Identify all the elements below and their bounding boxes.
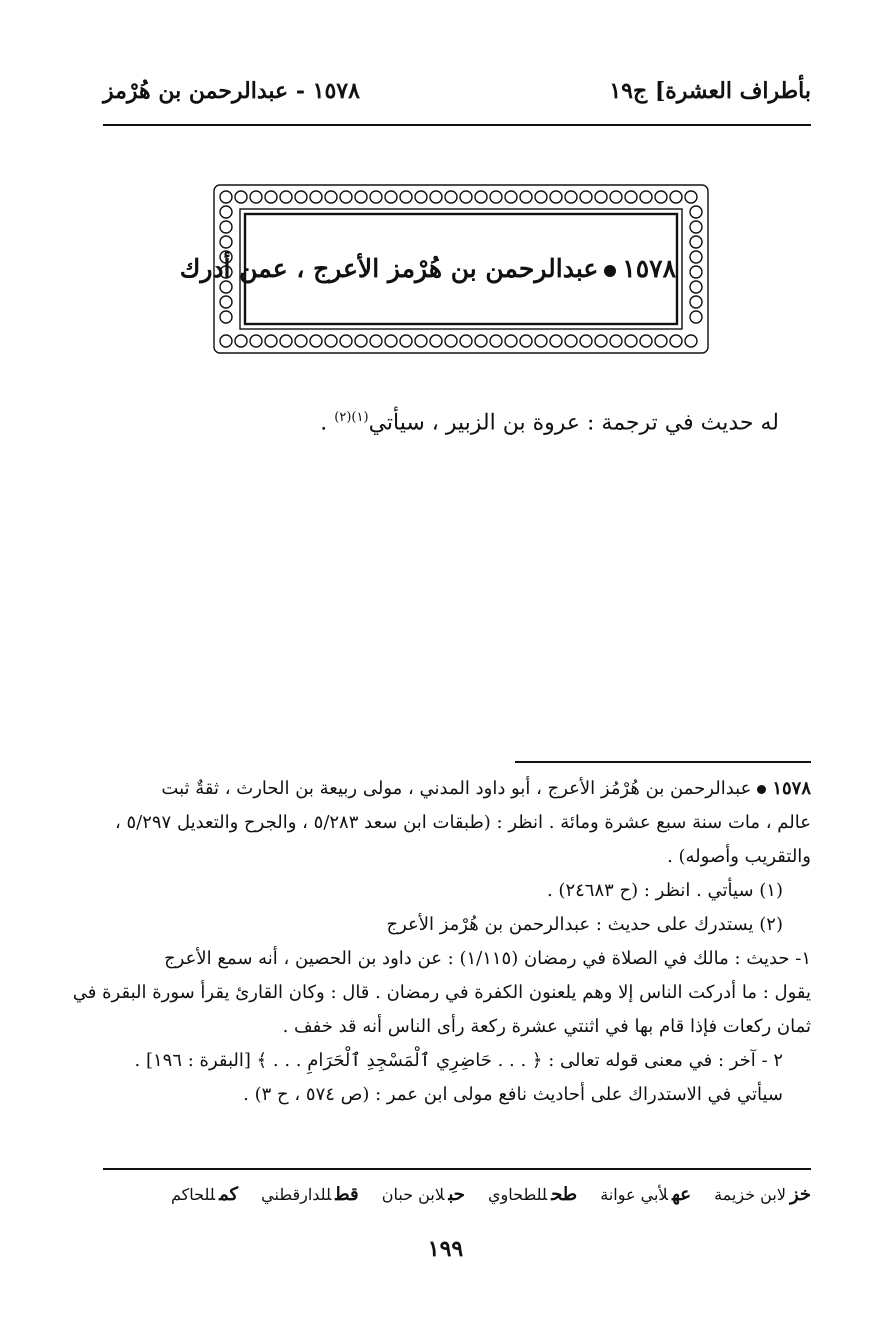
footnote-rule <box>515 761 811 763</box>
footnote-refs: (١)(٢) <box>334 410 369 425</box>
header-rule <box>103 124 811 126</box>
ornament-loop <box>220 311 232 323</box>
ornament-loop <box>690 266 702 278</box>
ornament-loop <box>280 191 292 203</box>
sigla-code: حب <box>448 1184 465 1205</box>
ornament-loop <box>340 335 352 347</box>
sigla-code: قط <box>335 1184 359 1205</box>
sigla-label: لابن خزيمة <box>714 1185 786 1204</box>
sigla-item <box>714 1184 811 1205</box>
ornament-loop <box>430 191 442 203</box>
ornament-loop <box>460 191 472 203</box>
footnote-1: (١) سيأتي . انظر : (ح ٢٤٦٨٣) . <box>546 880 783 901</box>
ornament-loop <box>220 206 232 218</box>
ornament-loop <box>550 191 562 203</box>
ornament-loop <box>325 191 337 203</box>
ornament-loop <box>370 191 382 203</box>
ornament-loop <box>690 221 702 233</box>
ornament-loop <box>265 335 277 347</box>
running-header <box>103 78 811 118</box>
ornament-loop <box>625 191 637 203</box>
ornament-loop <box>505 191 517 203</box>
sigla-item <box>488 1184 577 1205</box>
sigla-code: عه <box>671 1184 691 1205</box>
ornament-loop <box>565 191 577 203</box>
sigla-code: كم <box>219 1184 239 1205</box>
ornament-loop <box>655 191 667 203</box>
sigla-item <box>600 1184 691 1205</box>
ornament-loop <box>445 191 457 203</box>
addendum-item-1-line-1: ١- حديث : مالك في الصلاة في رمضان (١/١١٥) : عن داود بن الحصين ، أنه سمع الأعرج <box>164 948 811 969</box>
ornament-loop <box>595 191 607 203</box>
footnote-2: (٢) يستدرك على حديث : عبدالرحمن بن هُرْمز الأعرج <box>386 914 783 935</box>
sigla-legend <box>103 1184 811 1216</box>
ornament-loop <box>235 335 247 347</box>
sigla-label: لابن حبان <box>381 1185 445 1204</box>
entry-number: ١٥٧٨ <box>622 254 676 283</box>
entry-title <box>179 241 676 297</box>
ornament-loop <box>310 335 322 347</box>
ornament-loop <box>685 191 697 203</box>
ornament-loop <box>340 191 352 203</box>
addendum-item-1-line-2: يقول : ما أدركت الناس إلا وهم يلعنون الكفرة في رمضان . قال : وكان القارئ يقرأ سورة البقرة في <box>72 982 811 1003</box>
sigla-code: طح <box>551 1184 578 1205</box>
bullet-icon <box>604 265 616 277</box>
ornament-loop <box>580 191 592 203</box>
ornament-loop <box>235 191 247 203</box>
footnotes <box>72 772 811 1112</box>
ornament-loop <box>610 335 622 347</box>
ornament-loop <box>400 191 412 203</box>
entry-body <box>320 410 779 435</box>
ornament-loop <box>445 335 457 347</box>
ornament-loop <box>295 335 307 347</box>
ornament-loop <box>535 191 547 203</box>
bullet-icon <box>757 785 766 794</box>
bio-note-text-1: عبدالرحمن بن هُرْمُز الأعرج ، أبو داود المدني ، مولى ربيعة بن الحارث ، ثقةٌ ثبت <box>161 778 752 799</box>
ornamental-title-frame <box>179 183 710 355</box>
ornament-loop <box>690 236 702 248</box>
ornament-loop <box>415 191 427 203</box>
ornament-loop <box>690 281 702 293</box>
ornament-loop <box>685 335 697 347</box>
ornament-loop <box>625 335 637 347</box>
ornament-loop <box>280 335 292 347</box>
sigla-label: للحاكم <box>171 1185 216 1204</box>
ornament-loop <box>475 191 487 203</box>
ornament-loop <box>490 335 502 347</box>
ornament-loop <box>295 191 307 203</box>
book-volume-title: بأطراف العشرة] ج١٩ <box>609 78 811 104</box>
page-number: ١٩٩ <box>427 1236 464 1262</box>
sigla-label: للطحاوي <box>488 1185 548 1204</box>
ornament-loop <box>670 335 682 347</box>
ornament-loop <box>640 191 652 203</box>
bio-note-line-3: والتقريب وأصوله) . <box>667 846 811 867</box>
bio-note-line-2: عالم ، مات سنة سبع عشرة ومائة . انظر : (طبقات ابن سعد ٥/٢٨٣ ، والجرح والتعديل ٥/٢٩٧ ، <box>114 812 811 833</box>
ornament-loop <box>325 335 337 347</box>
ornament-loop <box>640 335 652 347</box>
sigla-code: خز <box>789 1184 811 1205</box>
ornament-loop <box>220 191 232 203</box>
entry-title-text: عبدالرحمن بن هُرْمز الأعرج ، عمن أدرك <box>179 254 599 283</box>
sigla-label: للدارقطني <box>261 1185 332 1204</box>
ornament-loop <box>580 335 592 347</box>
ornament-loop <box>475 335 487 347</box>
body-text: له حديث في ترجمة : عروة بن الزبير ، سيأتي <box>368 410 779 436</box>
ornament-loop <box>490 191 502 203</box>
ornament-loop <box>265 191 277 203</box>
sigla-item <box>261 1184 358 1205</box>
sigla-item <box>171 1184 238 1205</box>
ornament-loop <box>220 335 232 347</box>
ornament-loop <box>385 335 397 347</box>
ornament-loop <box>355 191 367 203</box>
ornament-loop <box>565 335 577 347</box>
ornament-loop <box>690 311 702 323</box>
ornament-loop <box>520 335 532 347</box>
body-end: . <box>320 410 335 436</box>
ornament-loop <box>370 335 382 347</box>
ornament-loop <box>250 335 262 347</box>
bio-note-number: ١٥٧٨ <box>772 778 811 799</box>
ornament-loop <box>550 335 562 347</box>
ornament-loop <box>690 296 702 308</box>
ornament-loop <box>250 191 262 203</box>
ornament-loop <box>595 335 607 347</box>
ornament-loop <box>310 191 322 203</box>
sigla-label: لأبي عوانة <box>600 1185 668 1204</box>
ornament-loop <box>415 335 427 347</box>
ornament-loop <box>460 335 472 347</box>
ornament-loop <box>670 191 682 203</box>
ornament-loop <box>520 191 532 203</box>
ornament-loop <box>430 335 442 347</box>
ornament-loop <box>355 335 367 347</box>
sigla-item <box>382 1184 465 1205</box>
addendum-item-1-line-3: ثمان ركعات فإذا قام بها في اثنتي عشرة ركعة رأى الناس أنه قد خفف . <box>282 1016 811 1037</box>
ornament-loop <box>690 251 702 263</box>
sigla-rule <box>103 1168 811 1170</box>
ornament-loop <box>220 221 232 233</box>
ornament-loop <box>220 296 232 308</box>
ornament-loop <box>505 335 517 347</box>
ornament-loop <box>610 191 622 203</box>
ornament-loop <box>690 206 702 218</box>
addendum-item-3: سيأتي في الاستدراك على أحاديث نافع مولى ابن عمر : (ص ٥٧٤ ، ح ٣) . <box>243 1084 783 1105</box>
bio-note-line-1 <box>103 772 811 806</box>
ornament-loop <box>655 335 667 347</box>
ornament-loop <box>400 335 412 347</box>
entry-running-title: ١٥٧٨ - عبدالرحمن بن هُرْمز <box>103 78 360 104</box>
ornament-loop <box>385 191 397 203</box>
addendum-item-2: ٢ - آخر : في معنى قوله تعالى : ﴿ . . . حَاضِرِي ٱلْمَسْجِدِ ٱلْحَرَامِ . . . ﴾ [البقرة : ١٩٦] . <box>134 1050 783 1071</box>
ornament-loop <box>535 335 547 347</box>
